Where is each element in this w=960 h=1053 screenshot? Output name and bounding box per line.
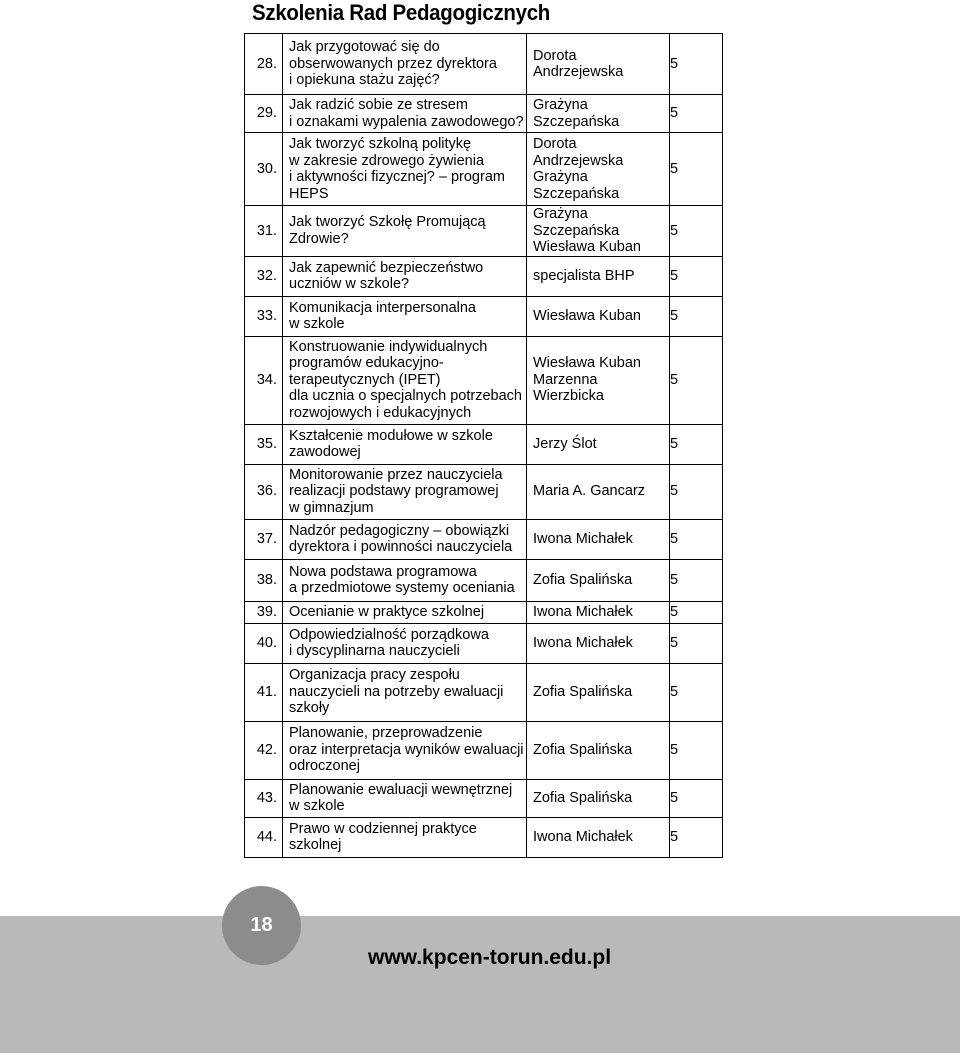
topic-cell: Kształcenie modułowe w szkole zawodowej <box>283 424 527 464</box>
trainer-cell: Zofia Spalińska <box>527 779 670 817</box>
hours-cell: 5 <box>670 559 723 601</box>
trainer-cell: Jerzy Ślot <box>527 424 670 464</box>
table-row <box>245 206 723 257</box>
topic-cell: Jak tworzyć szkolną politykę w zakresie zdrowego żywienia i aktywności fizycznej? – program HEPS <box>283 133 527 206</box>
table-row <box>245 133 723 206</box>
row-number: 42. <box>245 721 283 779</box>
hours-cell: 5 <box>670 95 723 133</box>
topic-cell: Jak radzić sobie ze stresem i oznakami wypalenia zawodowego? <box>283 95 527 133</box>
row-number: 38. <box>245 559 283 601</box>
table-row <box>245 464 723 519</box>
topic-cell: Ocenianie w praktyce szkolnej <box>283 601 527 623</box>
hours-cell: 5 <box>670 721 723 779</box>
table-row <box>245 95 723 133</box>
trainer-cell: specjalista BHP <box>527 256 670 296</box>
table-row <box>245 34 723 95</box>
trainer-cell: Grażyna Szczepańska Wiesława Kuban <box>527 206 670 257</box>
page-number: 18 <box>250 914 273 936</box>
topic-cell: Planowanie, przeprowadzenie oraz interpretacja wyników ewaluacji odroczonej <box>283 721 527 779</box>
trainer-cell: Iwona Michałek <box>527 519 670 559</box>
website-link[interactable]: www.kpcen-torun.edu.pl <box>368 946 612 969</box>
topic-cell: Organizacja pracy zespołu nauczycieli na potrzeby ewaluacji szkoły <box>283 663 527 721</box>
trainer-cell: Grażyna Szczepańska <box>527 95 670 133</box>
trainer-cell: Iwona Michałek <box>527 817 670 857</box>
row-number: 33. <box>245 296 283 336</box>
topic-cell: Jak zapewnić bezpieczeństwo uczniów w szkole? <box>283 256 527 296</box>
page-number-badge <box>222 886 301 965</box>
row-number: 29. <box>245 95 283 133</box>
trainer-cell: Dorota Andrzejewska <box>527 34 670 95</box>
page-title: Szkolenia Rad Pedagogicznych <box>252 0 551 25</box>
row-number: 40. <box>245 623 283 663</box>
topic-cell: Komunikacja interpersonalna w szkole <box>283 296 527 336</box>
topic-cell: Nadzór pedagogiczny – obowiązki dyrektora i powinności nauczyciela <box>283 519 527 559</box>
row-number: 36. <box>245 464 283 519</box>
row-number: 43. <box>245 779 283 817</box>
hours-cell: 5 <box>670 817 723 857</box>
topic-cell: Jak tworzyć Szkołę Promującą Zdrowie? <box>283 206 527 257</box>
trainer-cell: Zofia Spalińska <box>527 663 670 721</box>
topic-cell: Konstruowanie indywidualnych programów edukacyjno- terapeutycznych (IPET) dla ucznia o specjalnych potrzebach rozwojowych i edukacyjnych <box>283 336 527 424</box>
topic-cell: Prawo w codziennej praktyce szkolnej <box>283 817 527 857</box>
hours-cell: 5 <box>670 256 723 296</box>
row-number: 35. <box>245 424 283 464</box>
row-number: 41. <box>245 663 283 721</box>
trainer-cell: Wiesława Kuban <box>527 296 670 336</box>
table-row <box>245 559 723 601</box>
topic-cell: Jak przygotować się do obserwowanych przez dyrektora i opiekuna stażu zajęć? <box>283 34 527 95</box>
row-number: 37. <box>245 519 283 559</box>
trainer-cell: Dorota Andrzejewska Grażyna Szczepańska <box>527 133 670 206</box>
table-row <box>245 817 723 857</box>
trainer-cell: Zofia Spalińska <box>527 721 670 779</box>
table-row <box>245 779 723 817</box>
row-number: 44. <box>245 817 283 857</box>
footer-band <box>0 916 960 1053</box>
hours-cell: 5 <box>670 779 723 817</box>
topic-cell: Odpowiedzialność porządkowa i dyscyplinarna nauczycieli <box>283 623 527 663</box>
trainer-cell: Wiesława Kuban Marzenna Wierzbicka <box>527 336 670 424</box>
hours-cell: 5 <box>670 601 723 623</box>
row-number: 34. <box>245 336 283 424</box>
table-row <box>245 296 723 336</box>
topic-cell: Nowa podstawa programowa a przedmiotowe systemy oceniania <box>283 559 527 601</box>
training-table <box>244 33 723 858</box>
trainer-cell: Iwona Michałek <box>527 601 670 623</box>
topic-cell: Monitorowanie przez nauczyciela realizacji podstawy programowej w gimnazjum <box>283 464 527 519</box>
topic-cell: Planowanie ewaluacji wewnętrznej w szkole <box>283 779 527 817</box>
hours-cell: 5 <box>670 424 723 464</box>
trainer-cell: Zofia Spalińska <box>527 559 670 601</box>
row-number: 30. <box>245 133 283 206</box>
table-row <box>245 601 723 623</box>
row-number: 39. <box>245 601 283 623</box>
table-row <box>245 663 723 721</box>
hours-cell: 5 <box>670 464 723 519</box>
table-row <box>245 519 723 559</box>
trainer-cell: Maria A. Gancarz <box>527 464 670 519</box>
row-number: 31. <box>245 206 283 257</box>
table-row <box>245 256 723 296</box>
hours-cell: 5 <box>670 34 723 95</box>
row-number: 28. <box>245 34 283 95</box>
hours-cell: 5 <box>670 336 723 424</box>
hours-cell: 5 <box>670 133 723 206</box>
row-number: 32. <box>245 256 283 296</box>
trainer-cell: Iwona Michałek <box>527 623 670 663</box>
hours-cell: 5 <box>670 519 723 559</box>
hours-cell: 5 <box>670 663 723 721</box>
table-row <box>245 721 723 779</box>
table-row <box>245 336 723 424</box>
hours-cell: 5 <box>670 296 723 336</box>
hours-cell: 5 <box>670 206 723 257</box>
table-row <box>245 424 723 464</box>
hours-cell: 5 <box>670 623 723 663</box>
table-row <box>245 623 723 663</box>
